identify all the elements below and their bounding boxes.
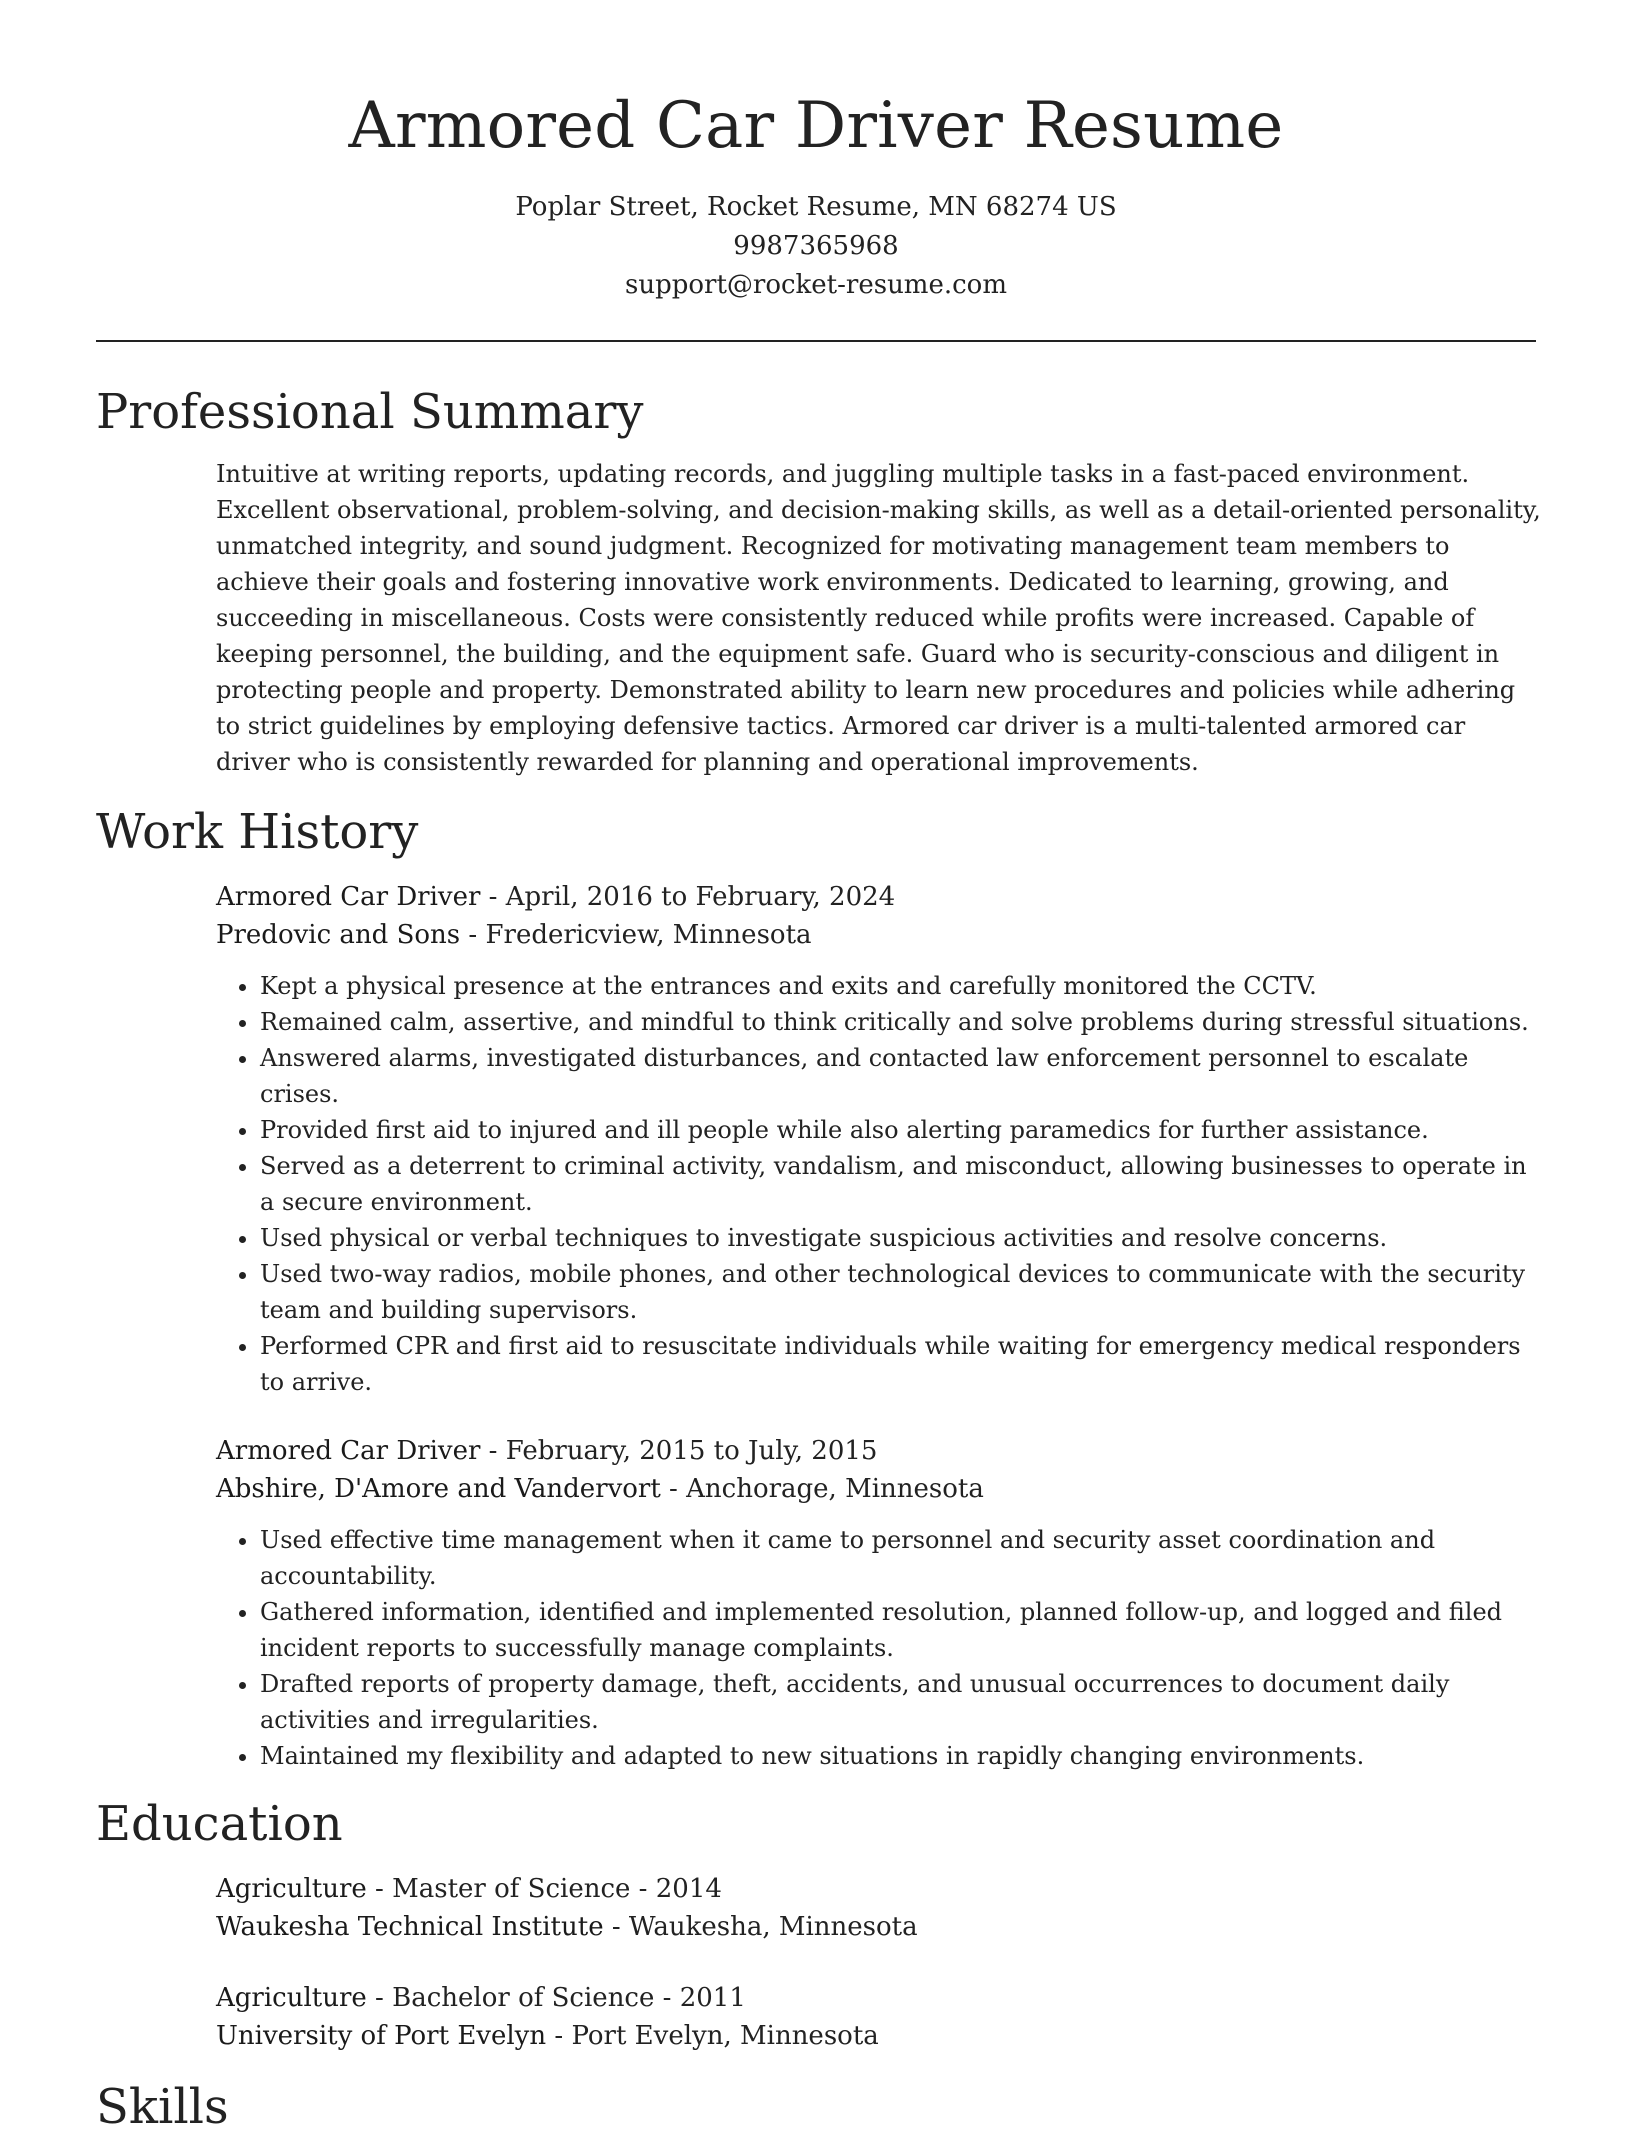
edu-location: - Port Evelyn, Minnesota — [546, 2021, 879, 2051]
list-item: • Provided first aid to injured and ill people while also alerting paramedics for further assistance. — [260, 1112, 1540, 1148]
list-item: • Used effective time management when it came to personnel and security asset coordination and accountability. — [260, 1522, 1540, 1594]
job-company: Predovic and Sons — [216, 920, 461, 950]
summary-section — [96, 382, 1541, 780]
job-bullets — [216, 1522, 1540, 1774]
summary-heading: Professional Summary — [96, 384, 644, 440]
edu-school: Waukesha Technical Institute — [216, 1912, 604, 1942]
work-history-heading: Work History — [96, 804, 419, 860]
resume-page — [96, 0, 1541, 2137]
education-heading: Education — [96, 1796, 343, 1852]
list-item: • Performed CPR and first aid to resuscitate individuals while waiting for emergency medical responders to arrive. — [260, 1328, 1540, 1400]
education-entry — [216, 1870, 1536, 1946]
job-company: Abshire, D'Amore and Vandervort — [216, 1474, 661, 1504]
list-item: • Used two-way radios, mobile phones, and other technological devices to communicate with the security team and building supervisors. — [260, 1256, 1540, 1328]
edu-degree: - Bachelor of Science - 2011 — [366, 1983, 746, 2013]
list-item: • Kept a physical presence at the entrances and exits and carefully monitored the CCTV. — [260, 968, 1540, 1004]
job-role: Armored Car Driver — [216, 882, 481, 912]
summary-text: Intuitive at writing reports, updating records, and juggling multiple tasks in a fast-paced environment. Excellent observational, problem-solving, and decision-making skills, as well as a detail-oriented personality, unmatched integrity, and sound judgment. Recognized for motivating management team members to achieve their goals and fostering innovative work environments. Dedicated to learning, growing, and succeeding in miscellaneous. Costs were consistently reduced while profits were increased. Capable of keeping personnel, the building, and the equipment safe. Guard who is security-conscious and diligent in protecting people and property. Demonstrated ability to learn new procedures and policies while adhering to strict guidelines by employing defensive tactics. Armored car driver is a multi-talented armored car driver who is consistently rewarded for planning and operational improvements. — [216, 460, 1541, 776]
job-location: - Anchorage, Minnesota — [660, 1474, 984, 1504]
header-divider — [96, 340, 1536, 342]
education-entry — [216, 1979, 1536, 2055]
school-line — [216, 2017, 1536, 2055]
list-item: • Answered alarms, investigated disturbances, and contacted law enforcement personnel to escalate crises. — [260, 1040, 1540, 1112]
list-item: • Drafted reports of property damage, theft, accidents, and unusual occurrences to document daily activities and irregularities. — [260, 1666, 1540, 1738]
contact-info — [96, 188, 1536, 305]
job-company-line — [216, 916, 1536, 954]
job-title-line — [216, 878, 1536, 916]
skills-heading: Skills — [96, 2079, 229, 2135]
job-location: - Fredericview, Minnesota — [460, 920, 812, 950]
degree-line — [216, 1870, 1536, 1908]
address: Poplar Street, Rocket Resume, MN 68274 US — [515, 192, 1117, 222]
edu-field: Agriculture — [216, 1874, 367, 1904]
education-section — [96, 1794, 1536, 2055]
job-entry — [96, 1432, 1536, 1774]
job-dates: - February, 2015 to July, 2015 — [480, 1436, 878, 1466]
skills-section — [96, 2077, 1536, 2137]
job-company-line — [216, 1470, 1536, 1508]
job-dates: - April, 2016 to February, 2024 — [480, 882, 896, 912]
resume-title: Armored Car Driver Resume — [348, 89, 1284, 163]
list-item: • Remained calm, assertive, and mindful to think critically and solve problems during stressful situations. — [260, 1004, 1540, 1040]
work-history-section — [96, 802, 1536, 1774]
phone: 9987365968 — [733, 231, 899, 261]
degree-line — [216, 1979, 1536, 2017]
list-item: • Maintained my flexibility and adapted to new situations in rapidly changing environments. — [260, 1738, 1540, 1774]
job-entry — [96, 878, 1536, 1400]
edu-location: - Waukesha, Minnesota — [603, 1912, 918, 1942]
job-bullets — [216, 968, 1540, 1400]
job-title-line — [216, 1432, 1536, 1470]
list-item: • Served as a deterrent to criminal activity, vandalism, and misconduct, allowing businesses to operate in a secure environment. — [260, 1148, 1540, 1220]
edu-school: University of Port Evelyn — [216, 2021, 547, 2051]
edu-field: Agriculture — [216, 1983, 367, 2013]
resume-header — [96, 0, 1536, 305]
list-item: • Used physical or verbal techniques to investigate suspicious activities and resolve concerns. — [260, 1220, 1540, 1256]
list-item: • Gathered information, identified and implemented resolution, planned follow-up, and logged and filed incident reports to successfully manage complaints. — [260, 1594, 1540, 1666]
email: support@rocket-resume.com — [624, 270, 1007, 300]
school-line — [216, 1908, 1536, 1946]
job-role: Armored Car Driver — [216, 1436, 481, 1466]
edu-degree: - Master of Science - 2014 — [366, 1874, 722, 1904]
